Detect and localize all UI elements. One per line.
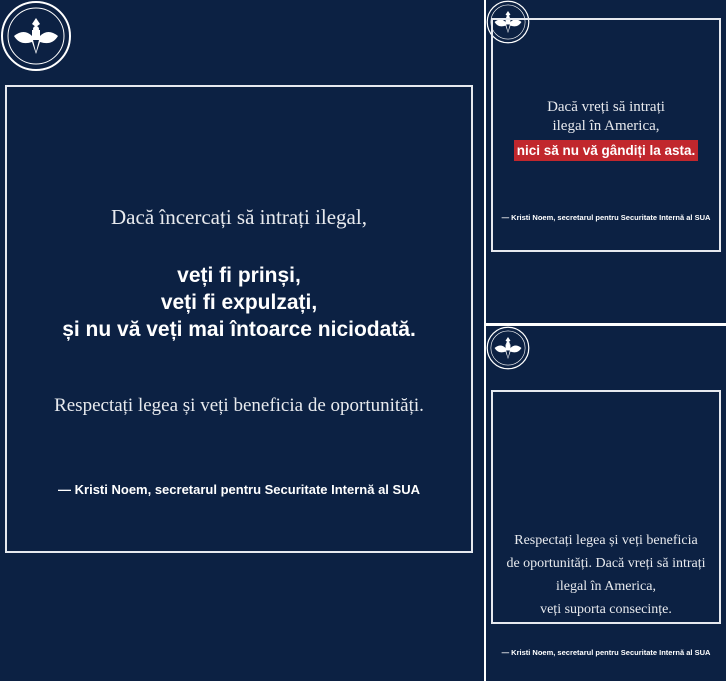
main-rule-text: Respectați legea și veți beneficia de oportunități. <box>54 395 424 416</box>
bold-line: veți fi expulzați, <box>160 291 318 314</box>
top-right-text <box>493 98 719 136</box>
text-line: veți suporta consecințe. <box>540 602 672 617</box>
bottom-right-text <box>493 529 719 621</box>
top-right-card <box>486 0 726 323</box>
text-line: de oportunități. Dacă vreți să intrați <box>506 556 706 571</box>
bottom-right-attribution: — Kristi Noem, secretarul pentru Securitate Internă al SUA <box>501 648 711 657</box>
top-right-attribution: — Kristi Noem, secretarul pentru Securitate Internă al SUA <box>501 213 711 222</box>
seal-icon <box>486 326 530 370</box>
main-intro: Dacă încercați să intrați ilegal, <box>111 205 367 229</box>
text-line: ilegal în America, <box>552 118 660 134</box>
main-attribution: — Kristi Noem, secretarul pentru Securitate Internă al SUA <box>58 482 420 497</box>
bottom-right-card <box>486 326 726 681</box>
text-line: ilegal în America, <box>556 579 656 594</box>
highlight-wrap <box>493 140 719 161</box>
bold-line: și nu vă veți mai întoarce niciodată. <box>62 318 416 341</box>
bottom-right-card-frame <box>491 390 721 657</box>
top-right-card-frame <box>491 18 721 252</box>
text-line: Dacă vreți să intrați <box>547 99 665 115</box>
seal-icon <box>0 0 72 72</box>
text-line: Respectați legea și veți beneficia <box>514 533 698 548</box>
main-bold-lines <box>7 262 471 343</box>
main-card-frame <box>5 85 473 553</box>
bold-line: veți fi prinși, <box>177 264 301 287</box>
highlight-text: nici să nu vă gândiți la asta. <box>514 140 699 161</box>
